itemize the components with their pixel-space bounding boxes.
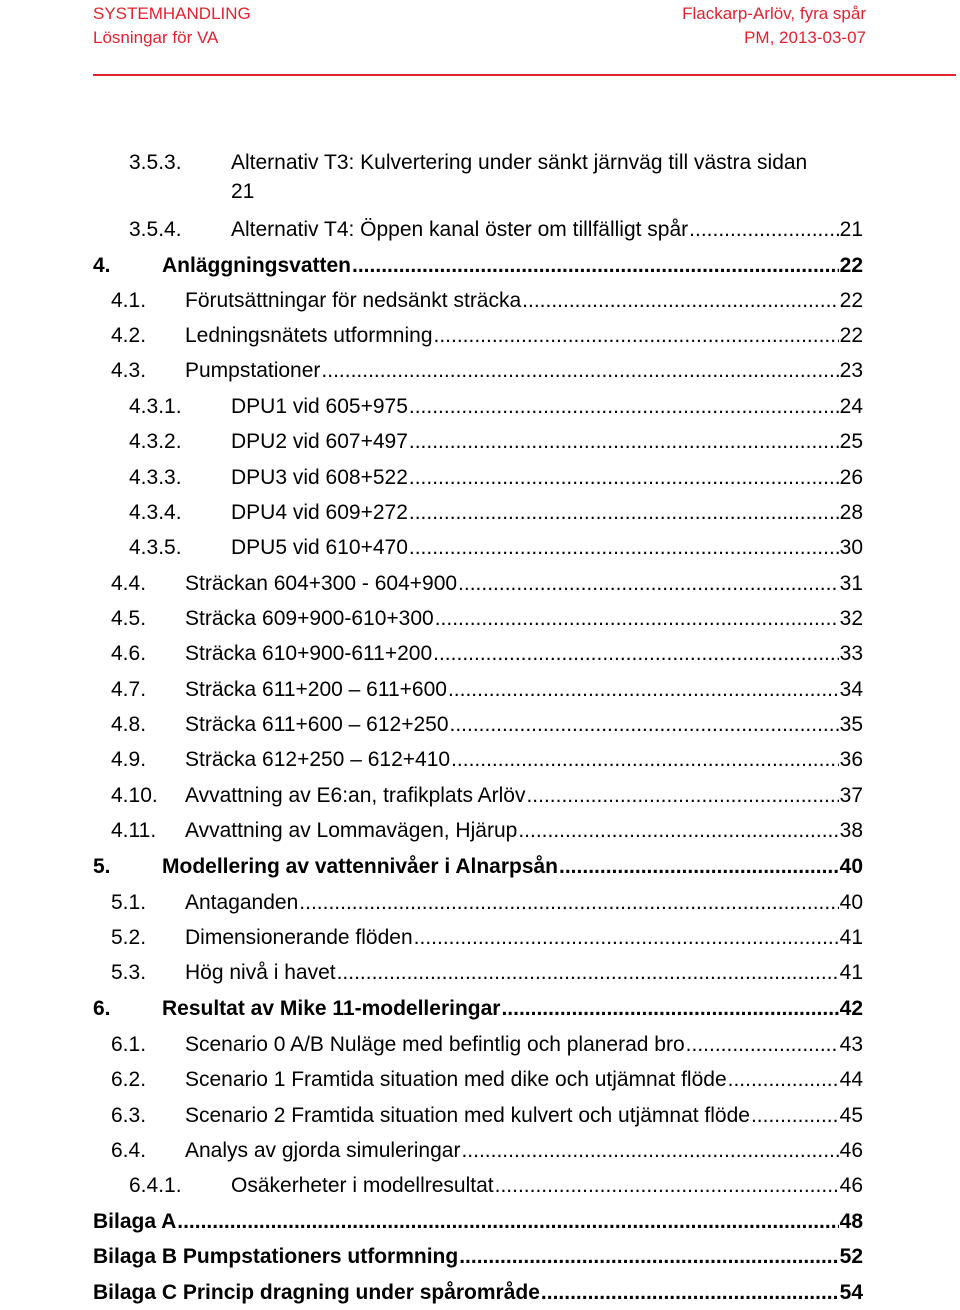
toc-entry-page: 37	[839, 784, 863, 807]
dot-leader	[433, 636, 839, 671]
toc-entry-title: Bilaga C Princip dragning under spårområde	[93, 1281, 540, 1304]
dot-leader	[321, 353, 838, 388]
toc-entry-page: 38	[839, 819, 863, 842]
toc-entry-6-4[interactable]	[0, 1133, 960, 1168]
dot-leader	[409, 495, 839, 530]
toc-entry-number: 4.5.	[111, 607, 147, 630]
toc-entry-page: 34	[839, 678, 863, 701]
toc-entry-title: DPU1 vid 605+975	[231, 395, 408, 418]
header-project: Flackarp-Arlöv, fyra spår	[682, 4, 866, 23]
dot-leader	[352, 248, 839, 283]
header-document-type: SYSTEMHANDLING	[93, 4, 251, 23]
toc-entry-6-3[interactable]	[0, 1098, 960, 1133]
dot-leader	[414, 920, 839, 955]
dot-leader	[459, 1239, 838, 1274]
toc-entry-title: Sträcka 611+600 – 612+250	[185, 713, 449, 736]
toc-entry-6-1[interactable]	[0, 1027, 960, 1062]
toc-entry-number: 6.1.	[111, 1033, 147, 1056]
toc-entry-5[interactable]	[0, 849, 960, 884]
toc-entry-4-3-2[interactable]	[0, 424, 960, 459]
header-doc-date: PM, 2013-03-07	[744, 28, 866, 47]
toc-entry-number: 6.3.	[111, 1104, 147, 1127]
toc-entry-title: Avvattning av Lommavägen, Hjärup	[185, 819, 518, 842]
toc-entry-5-2[interactable]	[0, 920, 960, 955]
toc-entry-number: 4.	[93, 254, 111, 277]
dot-leader	[450, 707, 839, 742]
toc-entry-page: 52	[839, 1245, 863, 1268]
dot-leader	[751, 1098, 839, 1133]
toc-entry-page: 21	[839, 218, 863, 241]
toc-entry-title: Osäkerheter i modellresultat	[231, 1174, 494, 1197]
toc-entry-page: 46	[839, 1174, 863, 1197]
page-header	[93, 2, 866, 52]
toc-entry-title: DPU3 vid 608+522	[231, 466, 408, 489]
toc-entry-number: 3.5.3.	[129, 151, 182, 174]
toc-entry-page: 33	[839, 642, 863, 665]
toc-entry-page: 21	[231, 180, 255, 203]
toc-entry-number: 6.	[93, 997, 111, 1020]
toc-entry-number: 4.2.	[111, 324, 147, 347]
toc-entry-4-6[interactable]	[0, 636, 960, 671]
toc-entry-4-4[interactable]	[0, 566, 960, 601]
toc-entry-page: 40	[839, 855, 863, 878]
dot-leader	[461, 1133, 838, 1168]
toc-entry-title: Scenario 1 Framtida situation med dike och utjämnat flöde	[185, 1068, 727, 1091]
toc-entry-bilaga-a[interactable]	[0, 1204, 960, 1239]
toc-entry-number: 5.	[93, 855, 111, 878]
toc-entry-6-4-1[interactable]	[0, 1168, 960, 1203]
toc-entry-5-3[interactable]	[0, 955, 960, 990]
dot-leader	[337, 955, 839, 990]
toc-entry-number: 3.5.4.	[129, 218, 182, 241]
toc-entry-page: 28	[839, 501, 863, 524]
dot-leader	[541, 1275, 839, 1310]
toc-entry-number: 4.8.	[111, 713, 147, 736]
dot-leader	[409, 460, 839, 495]
toc-entry-4-1[interactable]	[0, 283, 960, 318]
toc-entry-page: 24	[839, 395, 863, 418]
toc-entry-number: 4.9.	[111, 748, 147, 771]
toc-entry-4-11[interactable]	[0, 813, 960, 848]
toc-entry-number: 6.4.1.	[129, 1174, 182, 1197]
toc-entry-number: 4.4.	[111, 572, 147, 595]
header-divider	[93, 74, 956, 76]
toc-entry-title: DPU4 vid 609+272	[231, 501, 408, 524]
toc-entry-number: 4.3.1.	[129, 395, 182, 418]
toc-entry-number: 4.3.4.	[129, 501, 182, 524]
toc-entry-page: 41	[839, 961, 863, 984]
dot-leader	[501, 991, 838, 1026]
dot-leader	[409, 424, 839, 459]
toc-entry-page: 31	[839, 572, 863, 595]
dot-leader	[522, 283, 838, 318]
toc-entry-title: Bilaga A	[93, 1210, 177, 1233]
toc-entry-number: 6.2.	[111, 1068, 147, 1091]
toc-entry-4[interactable]	[0, 248, 960, 283]
toc-entry-page: 22	[839, 289, 863, 312]
toc-entry-4-3-1[interactable]	[0, 389, 960, 424]
toc-entry-number: 6.4.	[111, 1139, 147, 1162]
toc-entry-4-5[interactable]	[0, 601, 960, 636]
toc-entry-page: 41	[839, 926, 863, 949]
dot-leader	[689, 212, 838, 247]
toc-entry-4-2[interactable]	[0, 318, 960, 353]
toc-entry-number: 4.3.5.	[129, 536, 182, 559]
dot-leader	[177, 1204, 838, 1239]
dot-leader	[435, 601, 839, 636]
toc-entry-title: Pumpstationer	[185, 359, 321, 382]
toc-entry-page: 22	[839, 254, 863, 277]
toc-entry-page: 46	[839, 1139, 863, 1162]
header-right	[682, 2, 866, 50]
toc-entry-title: Resultat av Mike 11-modelleringar	[162, 997, 501, 1020]
toc-entry-4-7[interactable]	[0, 672, 960, 707]
toc-entry-title: Scenario 0 A/B Nuläge med befintlig och planerad bro	[185, 1033, 685, 1056]
toc-entry-title: Anläggningsvatten	[162, 254, 352, 277]
toc-entry-title: Analys av gjorda simuleringar	[185, 1139, 461, 1162]
toc-entry-title: DPU5 vid 610+470	[231, 536, 408, 559]
toc-entry-page: 42	[839, 997, 863, 1020]
toc-entry-title: Sträckan 604+300 - 604+900	[185, 572, 458, 595]
toc-entry-number: 4.3.	[111, 359, 147, 382]
dot-leader	[518, 813, 838, 848]
toc-entry-page: 44	[839, 1068, 863, 1091]
toc-entry-number: 5.3.	[111, 961, 147, 984]
toc-entry-title: Alternativ T4: Öppen kanal öster om tillfälligt spår	[231, 218, 689, 241]
toc-entry-number: 4.3.3.	[129, 466, 182, 489]
toc-entry-page: 26	[839, 466, 863, 489]
dot-leader	[686, 1027, 839, 1062]
toc-entry-page: 43	[839, 1033, 863, 1056]
toc-entry-title: Scenario 2 Framtida situation med kulvert och utjämnat flöde	[185, 1104, 750, 1127]
toc-entry-title: Sträcka 609+900-610+300	[185, 607, 434, 630]
toc-entry-4-3-5[interactable]	[0, 530, 960, 565]
toc-entry-title: DPU2 vid 607+497	[231, 430, 408, 453]
toc-entry-title: Modellering av vattennivåer i Alnarpsån	[162, 855, 559, 878]
toc-entry-page: 45	[839, 1104, 863, 1127]
header-subject: Lösningar för VA	[93, 28, 219, 47]
toc-entry-number: 4.6.	[111, 642, 147, 665]
dot-leader	[451, 742, 839, 777]
toc-entry-title: Förutsättningar för nedsänkt sträcka	[185, 289, 522, 312]
toc-entry-title: Sträcka 611+200 – 611+600	[185, 678, 447, 701]
toc-entry-number: 4.3.2.	[129, 430, 182, 453]
toc-entry-page: 35	[839, 713, 863, 736]
toc-entry-title: Dimensionerande flöden	[185, 926, 413, 949]
toc-entry-title: Sträcka 610+900-611+200	[185, 642, 433, 665]
toc-entry-page: 30	[839, 536, 863, 559]
toc-entry-number: 5.2.	[111, 926, 147, 949]
toc-entry-page: 54	[839, 1281, 863, 1304]
toc-entry-bilaga-b[interactable]	[0, 1239, 960, 1274]
toc-entry-number: 4.1.	[111, 289, 147, 312]
toc-entry-page: 40	[839, 891, 863, 914]
header-left	[93, 2, 251, 50]
toc-entry-3-5-4[interactable]	[0, 212, 960, 247]
dot-leader	[448, 672, 839, 707]
toc-entry-4-10[interactable]	[0, 778, 960, 813]
toc-entry-number: 4.10.	[111, 784, 158, 807]
dot-leader	[409, 389, 839, 424]
toc-entry-6[interactable]	[0, 991, 960, 1026]
toc-entry-5-1[interactable]	[0, 885, 960, 920]
toc-entry-4-3[interactable]	[0, 353, 960, 388]
toc-entry-title: Ledningsnätets utformning	[185, 324, 433, 347]
dot-leader	[458, 566, 839, 601]
toc-entry-page: 36	[839, 748, 863, 771]
toc-entry-page: 48	[839, 1210, 863, 1233]
toc-entry-page: 22	[839, 324, 863, 347]
toc-entry-bilaga-c[interactable]	[0, 1275, 960, 1310]
toc-entry-title: Avvattning av E6:an, trafikplats Arlöv	[185, 784, 526, 807]
dot-leader	[559, 849, 839, 884]
dot-leader	[299, 885, 838, 920]
toc-entry-title: Antaganden	[185, 891, 299, 914]
dot-leader	[409, 530, 839, 565]
toc-entry-title: Bilaga B Pumpstationers utformning	[93, 1245, 459, 1268]
toc-entry-page: 25	[839, 430, 863, 453]
toc-entry-4-8[interactable]	[0, 707, 960, 742]
toc-entry-4-3-3[interactable]	[0, 460, 960, 495]
dot-leader	[728, 1062, 839, 1097]
toc-entry-4-3-4[interactable]	[0, 495, 960, 530]
toc-entry-title: Alternativ T3: Kulvertering under sänkt järnväg till västra sidan	[231, 151, 808, 174]
toc-entry-page: 23	[839, 359, 863, 382]
dot-leader	[526, 778, 838, 813]
toc-entry-number: 4.7.	[111, 678, 147, 701]
toc-entry-number: 5.1.	[111, 891, 147, 914]
toc-entry-title: Hög nivå i havet	[185, 961, 336, 984]
dot-leader	[434, 318, 839, 353]
toc-entry-title: Sträcka 612+250 – 612+410	[185, 748, 451, 771]
toc-entry-number: 4.11.	[111, 819, 157, 842]
toc-entry-4-9[interactable]	[0, 742, 960, 777]
toc-entry-page: 32	[839, 607, 863, 630]
toc-entry-6-2[interactable]	[0, 1062, 960, 1097]
dot-leader	[495, 1168, 839, 1203]
